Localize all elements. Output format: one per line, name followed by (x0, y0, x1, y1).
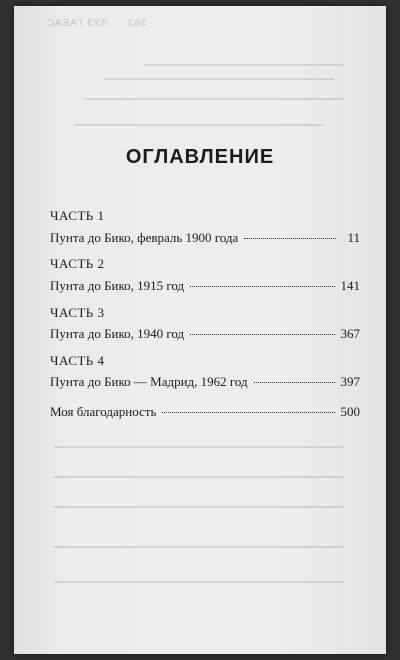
toc-entry[interactable] (50, 278, 360, 294)
toc-entry[interactable] (50, 230, 360, 246)
dot-leader (190, 334, 334, 335)
book-page (14, 6, 386, 654)
toc-title: ОГЛАВЛЕНИЕ (125, 146, 275, 168)
toc-part-label: ЧАСТЬ 4 (50, 353, 105, 368)
bleed-line (54, 546, 344, 548)
bleed-line (54, 581, 344, 583)
bleed-line (54, 506, 344, 508)
bleed-line (144, 64, 344, 66)
toc-entry-page: 141 (340, 278, 360, 293)
dot-leader (190, 286, 334, 287)
toc-entry-title: Пунта до Бико, 1940 год (50, 326, 185, 341)
toc-entry-page: 397 (340, 374, 360, 389)
toc-entry-title: Моя благодарность (50, 404, 157, 419)
bleed-line (54, 476, 344, 478)
toc-part-label: ЧАСТЬ 3 (50, 305, 105, 320)
toc-entry-page: 367 (340, 326, 360, 341)
toc-entry[interactable] (50, 326, 360, 342)
toc-entry-title: Пунта до Бико, 1915 год (50, 278, 185, 293)
dot-leader (244, 238, 336, 239)
toc-entry-page: 500 (340, 404, 360, 419)
toc-entry-title: Пунта до Бико — Мадрид, 1962 год (50, 374, 248, 389)
bleed-line (54, 446, 344, 448)
dot-leader (162, 412, 334, 413)
toc-entry-title: Пунта до Бико, февраль 1900 года (50, 230, 239, 245)
reverse-side-bleed: 362 ЛУЗ ГАБАС (46, 18, 147, 29)
toc-part-label: ЧАСТЬ 2 (50, 256, 105, 271)
bleed-line (84, 98, 344, 100)
toc-entry[interactable] (50, 374, 360, 390)
bleed-line (74, 124, 324, 126)
toc-entry-acknowledgements[interactable] (50, 404, 360, 420)
dot-leader (254, 382, 335, 383)
bleed-line (104, 78, 334, 80)
toc-entry-page: 11 (347, 230, 360, 245)
toc-part-label: ЧАСТЬ 1 (50, 208, 105, 223)
